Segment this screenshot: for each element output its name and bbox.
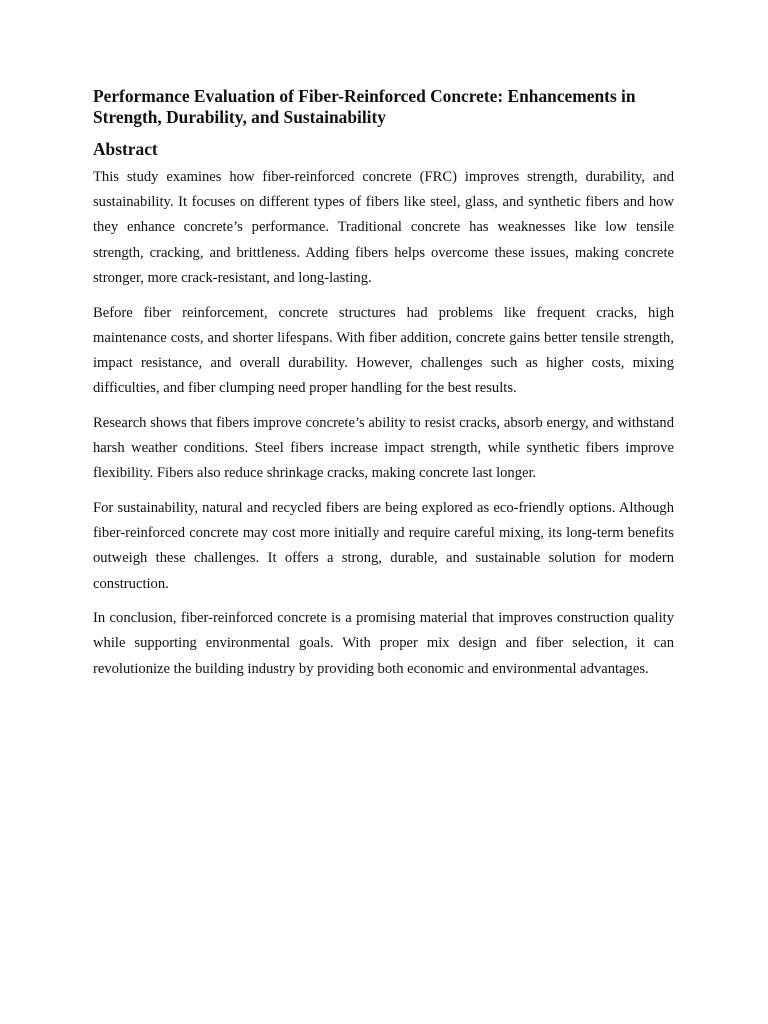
abstract-paragraph-3: Research shows that fibers improve concrete’s ability to resist cracks, absorb energy, and withstand harsh weather conditions. Steel fibers increase impact strength, while synthetic fibers improve flexibility. Fibers also reduce shrinkage cracks, making concrete last longer. [93, 414, 674, 482]
abstract-paragraph-1: This study examines how fiber-reinforced concrete (FRC) improves strength, durability, and sustainability. It focuses on different types of fibers like steel, glass, and synthetic fibers and how they enhance concrete’s performance. Traditional concrete has weaknesses like low tensile strength, cracking, and brittleness. Adding fibers helps overcome these issues, making concrete stronger, more crack-resistant, and long-lasting. [93, 169, 674, 286]
abstract-paragraph-2: Before fiber reinforcement, concrete structures had problems like frequent cracks, high maintenance costs, and shorter lifespans. With fiber addition, concrete gains better tensile strength, impact resistance, and overall durability. However, challenges such as higher costs, mixing difficulties, and fiber clumping need proper handling for the best results. [93, 304, 674, 397]
abstract-paragraph-5: In conclusion, fiber-reinforced concrete is a promising material that improves construction quality while supporting environmental goals. With proper mix design and fiber selection, it can revolutionize the building industry by providing both economic and environmental advantages. [93, 610, 674, 677]
paper-title: Performance Evaluation of Fiber-Reinforced Concrete: Enhancements in Strength, Durability, and Sustainability [93, 86, 636, 127]
abstract-paragraph-4: For sustainability, natural and recycled fibers are being explored as eco-friendly options. Although fiber-reinforced concrete may cost more initially and require careful mixing, its long-term benefits outweigh these challenges. It offers a strong, durable, and sustainable solution for modern construction. [93, 499, 674, 592]
abstract-heading: Abstract [93, 139, 158, 159]
document-page [93, 86, 674, 691]
